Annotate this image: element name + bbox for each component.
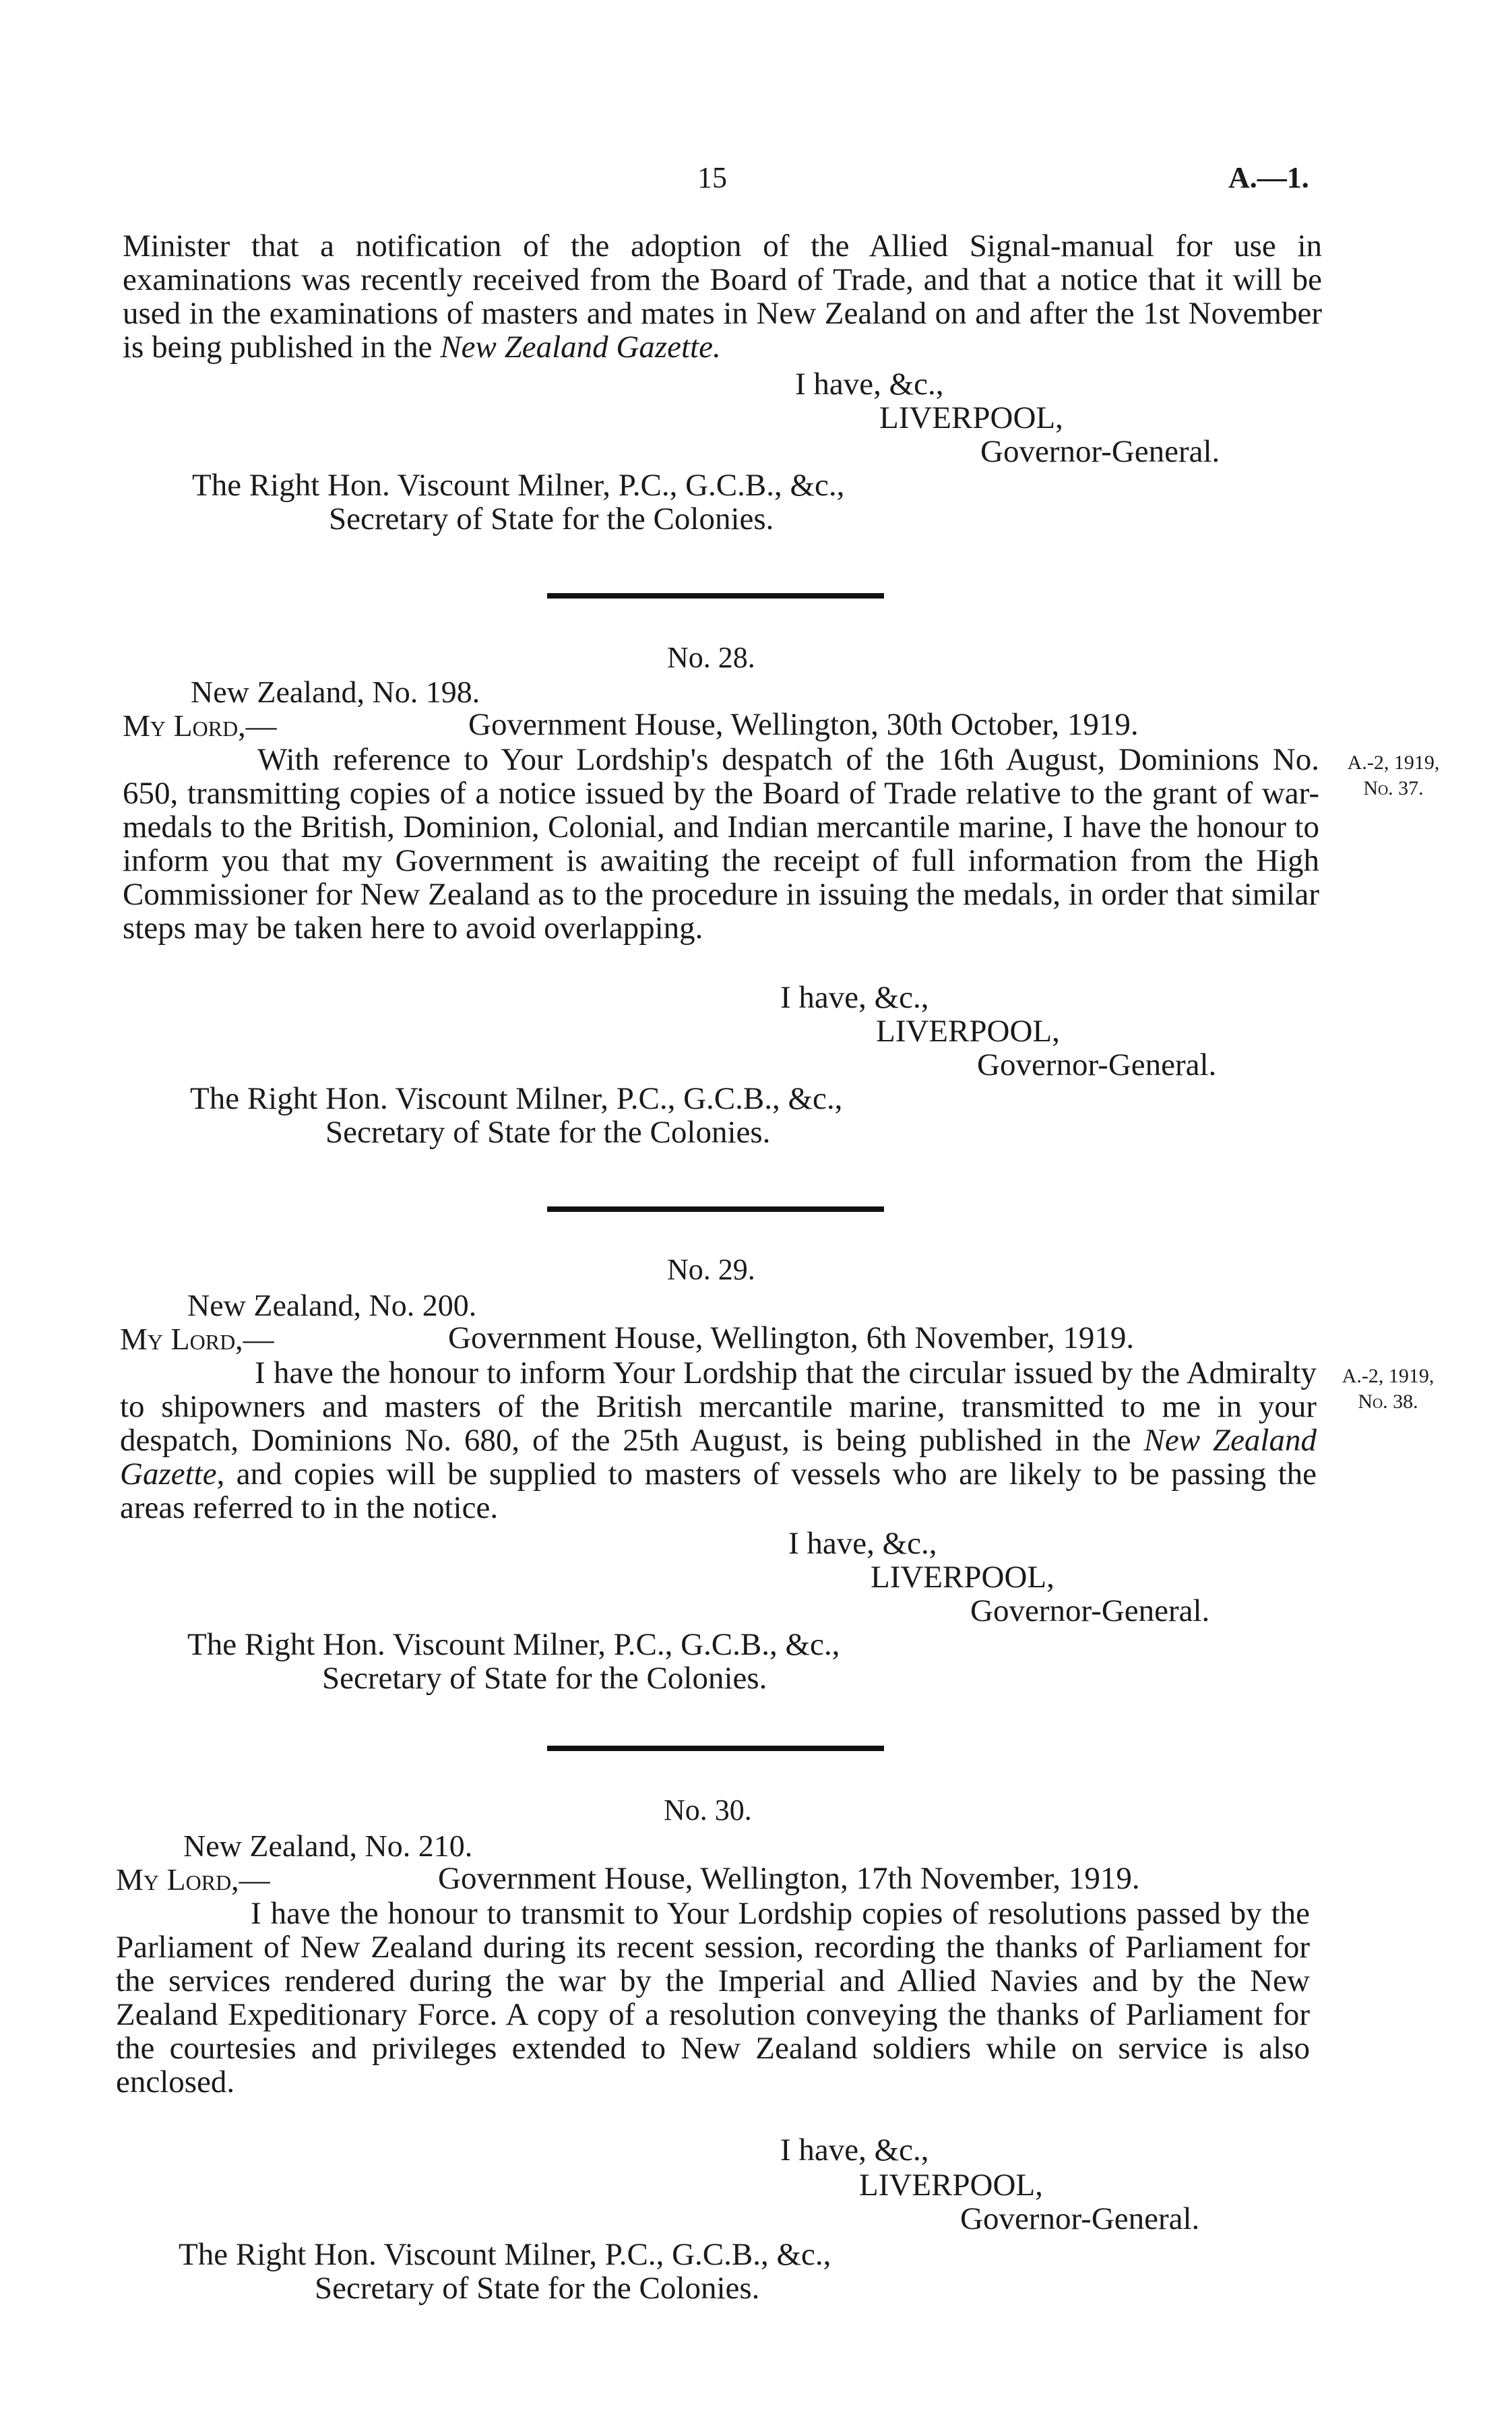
letter-body-text: I have the honour to inform Your Lordship that the circular issued by the Admiralty to shipowners and masters of the British mercantile marine, transmitted to me in your despatch, Dominions No. 680, of the 25th August, is being published in the bbox=[120, 1355, 1317, 1458]
letter-number: No. 30. bbox=[664, 1794, 752, 1827]
section-divider bbox=[547, 1206, 884, 1212]
intro-addressee: The Right Hon. Viscount Milner, P.C., G.C.B., &c., bbox=[192, 468, 845, 503]
letter-signer-title: Governor-General. bbox=[960, 2201, 1200, 2236]
letter-signer-title: Governor-General. bbox=[970, 1593, 1210, 1628]
page-number: 15 bbox=[697, 161, 727, 194]
place-date: Government House, Wellington, 17th November, 1919. bbox=[438, 1861, 1140, 1896]
letter-closing: I have, &c., bbox=[788, 1526, 937, 1561]
letter-addressee: The Right Hon. Viscount Milner, P.C., G.C.B., &c., bbox=[179, 2237, 831, 2272]
margin-reference: A.-2, 1919, bbox=[1342, 1365, 1435, 1387]
place-date: Government House, Wellington, 30th October, 1919. bbox=[468, 707, 1139, 742]
letter-body-text: With reference to Your Lordship's despatch of the 16th August, Dominions No. 650, transmitting copies of a notice issued by the Board of Trade relative to the grant of war-medals to the British, Dominion, Colonial, and Indian mercantile marine, I have the honour to inform you that my Government is awaiting the receipt of full information from the High Commissioner for New Zealand as to the procedure in issuing the medals, in order that similar steps may be taken here to avoid overlapping. bbox=[123, 742, 1319, 946]
letter-number: No. 28. bbox=[667, 641, 755, 674]
salutation bbox=[123, 708, 277, 743]
intro-signer-title: Governor-General. bbox=[980, 434, 1220, 469]
letter-body-text: , and copies will be supplied to masters of vessels who are likely to be passing the areas referred to in the notice. bbox=[120, 1457, 1317, 1525]
section-divider bbox=[547, 593, 884, 599]
place-date: Government House, Wellington, 6th November, 1919. bbox=[448, 1320, 1135, 1355]
salutation bbox=[120, 1321, 274, 1357]
letter-number: No. 29. bbox=[667, 1253, 755, 1286]
page-reference: A.—1. bbox=[1228, 161, 1309, 194]
intro-addressee-title: Secretary of State for the Colonies. bbox=[329, 501, 774, 537]
dispatch-number: New Zealand, No. 198. bbox=[191, 675, 480, 709]
dispatch-number: New Zealand, No. 200. bbox=[187, 1288, 477, 1322]
intro-signer: LIVERPOOL, bbox=[879, 400, 1063, 435]
letter-body-text: I have the honour to transmit to Your Lordship copies of resolutions passed by the Parliament of New Zealand during its recent session, recording the thanks of Parliament for the services rendered during the war by the Imperial and Allied Navies and by the New Zealand Expeditionary Force. A copy of a resolution conveying the thanks of Parliament for the courtesies and privileges extended to New Zealand soldiers while on service is also enclosed. bbox=[116, 1896, 1310, 2100]
letter-addressee-title: Secretary of State for the Colonies. bbox=[315, 2271, 760, 2306]
section-divider bbox=[547, 1746, 884, 1751]
letter-addressee: The Right Hon. Viscount Milner, P.C., G.C.B., &c., bbox=[187, 1627, 840, 1662]
letter-signer-title: Governor-General. bbox=[977, 1047, 1217, 1082]
letter-body bbox=[120, 1356, 1317, 1525]
intro-text: Minister that a notification of the adoption of the Allied Signal-manual for use in examinations was recently received from the Board of Trade, and that a notice that it will be used in the examinations of masters and mates in New Zealand on and after the 1st November is being published in the bbox=[123, 228, 1322, 365]
salutation-text: My Lord,— bbox=[116, 1862, 270, 1897]
letter-closing: I have, &c., bbox=[780, 980, 929, 1015]
salutation-text: My Lord,— bbox=[120, 1322, 274, 1356]
letter-addressee: The Right Hon. Viscount Milner, P.C., G.C.B., &c., bbox=[190, 1081, 843, 1116]
margin-reference: No. 37. bbox=[1363, 777, 1424, 799]
salutation bbox=[116, 1862, 270, 1897]
margin-reference: A.-2, 1919, bbox=[1347, 752, 1440, 774]
letter-addressee-title: Secretary of State for the Colonies. bbox=[322, 1661, 767, 1696]
letter-addressee-title: Secretary of State for the Colonies. bbox=[325, 1115, 771, 1150]
intro-closing: I have, &c., bbox=[795, 367, 944, 402]
letter-closing: I have, &c., bbox=[780, 2133, 929, 2168]
dispatch-number: New Zealand, No. 210. bbox=[183, 1829, 473, 1863]
letter-signer: LIVERPOOL, bbox=[859, 2168, 1043, 2203]
intro-paragraph bbox=[123, 229, 1322, 364]
salutation-text: My Lord,— bbox=[123, 708, 277, 743]
intro-italic: New Zealand Gazette. bbox=[440, 330, 721, 365]
letter-body-italic: New Zealand Gazette bbox=[120, 1423, 1317, 1492]
letter-signer: LIVERPOOL, bbox=[876, 1014, 1060, 1049]
letter-signer: LIVERPOOL, bbox=[871, 1560, 1054, 1595]
letter-body bbox=[123, 743, 1319, 945]
letter-body bbox=[116, 1897, 1310, 2099]
margin-reference: No. 38. bbox=[1358, 1390, 1418, 1413]
